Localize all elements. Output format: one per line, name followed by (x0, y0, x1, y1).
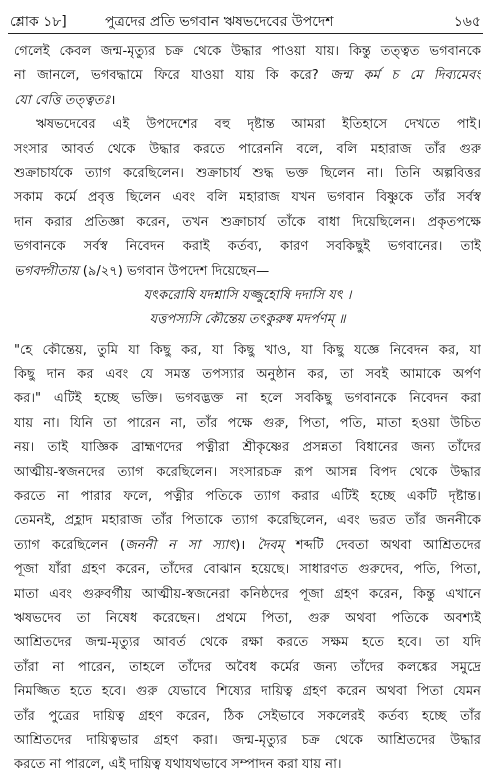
text-line: ভগবানকে সর্বস্ব নিবেদন করাই কর্তব্য, কারণ সবকিছুই ভগবানের। তাই (14, 239, 481, 255)
text-line: তাঁরা না পারেন, তাহলে তাঁদের অবৈধ কর্মের জন্য তাঁদের কলঙ্কের সমুদ্রে (14, 659, 481, 675)
header-rule (8, 33, 483, 34)
verse-line: যৎকরোষি যদশ্নাসি যজ্জুহোষি দদাসি যৎ । (143, 287, 352, 303)
text-line: আশ্রিতদের জন্ম-মৃত্যুর আবর্ত থেকে রক্ষা করতে সক্ষম হতে হবে। তা যদি (14, 635, 481, 651)
sanskrit-word: দৈবম্ (257, 537, 284, 553)
text-line: যো বেত্তি তত্ত্বতঃ। (14, 92, 116, 108)
text-line: নিমজ্জিত হতে হবে। গুরু যেভাবে শিষ্যের দায়িত্ব গ্রহণ করেন অথবা পিতা যেমন (14, 684, 481, 700)
text-line: গেলেই কেবল জন্ম-মৃত্যুর চক্র থেকে উদ্ধার পাওয়া যায়। কিন্তু তত্ত্বত ভগবানকে (14, 44, 481, 59)
text-line: করতে না পারলে, এই দায়িত্ব যথাযথভাবে সম্পাদন করা যায় না। (14, 757, 342, 773)
verse-line: যত্তপস্যসি কৌন্তেয় তৎকুরুষ্ব মদর্পণম্ ॥ (149, 312, 346, 328)
text-line: পূজা যাঁরা গ্রহণ করেন, তাঁদের বোঝান হয়েছে। সাধারণত গুরুদেব, পতি, পিতা, (14, 562, 481, 578)
text-line: কর।" এটিই হচ্ছে ভক্তি। ভগবদ্ভক্ত না হলে সবকিছু ভগবানকে নিবেদন করা (14, 391, 481, 407)
text-line: ত্যাগ করেছিলেন (জননী ন সা স্যাৎ)। দৈবম্ শব্দটি দেবতা অথবা আশ্রিতদের (14, 537, 481, 553)
text-line: কিছু দান কর এবং যে সমস্ত তপস্যার অনুষ্ঠান কর, তা সবই আমাকে অর্পণ (14, 367, 481, 383)
page-number: ১৬৫ (453, 14, 481, 30)
running-header (10, 10, 481, 32)
text-line: করতে না পারার ফলে, পত্নীর পতিকে ত্যাগ করার এটিই হচ্ছে একটি দৃষ্টান্ত। (14, 489, 481, 505)
text-line: নয়। তাই যাজ্ঞিক ব্রাহ্মণদের পত্নীরা শ্রীকৃষ্ণের প্রসন্নতা বিধানের জন্য তাঁদের (14, 440, 481, 456)
sanskrit-quote: জন্ম কর্ম চ মে দিব্যমেবং (330, 68, 481, 84)
text-line: শুক্রাচার্যকে ত্যাগ করেছিলেন। শুক্রাচার্য শুদ্ধ ভক্ত ছিলেন না। তিনি অল্পবিত্তর (14, 165, 481, 181)
text-line: আশ্রিতদের দায়িত্বভার গ্রহণ করা। জন্ম-মৃত্যুর চক্র থেকে আশ্রিতদের উদ্ধার (14, 732, 481, 748)
text-line: যায় না। যিনি তা পারেন না, তাঁর পক্ষে গুরু, পিতা, পতি, মাতা হওয়া উচিত (14, 415, 481, 431)
text-line: দান করার প্রতিজ্ঞা করেন, তখন শুক্রাচার্য তাঁকে বাধা দিয়েছিলেন। প্রকৃতপক্ষে (14, 214, 481, 230)
text-line: সকাম কর্মে প্রবৃত্ত ছিলেন এবং বলি মহারাজ যখন ভগবান বিষ্ণুকে তাঁর সর্বস্ব (14, 190, 481, 206)
text-line: সংসার আবর্ত থেকে উদ্ধার করতে পারেননি বলে, বলি মহারাজ তাঁর গুরু (14, 141, 481, 157)
text-line: তাঁর পুত্রের দায়িত্ব গ্রহণ করেন, ঠিক সেইভাবে সকলেরই কর্তব্য হচ্ছে তাঁর (14, 708, 481, 724)
text-line: আত্মীয়-স্বজনদের ত্যাগ করেছিলেন। সংসারচক্র রূপ আসন্ন বিপদ থেকে উদ্ধার (14, 464, 481, 480)
sanskrit-quote: জননী ন সা স্যাৎ (125, 537, 236, 553)
text-line: ভগবদ্গীতায় (৯/২৭) ভগবান উপদেশ দিয়েছেন— (14, 263, 270, 279)
text-line: ঋষভদেব তা নিষেধ করেছেন। প্রথমে পিতা, গুরু অথবা পতিকে অবশ্যই (14, 610, 481, 626)
verse-reference: শ্লোক ১৮] (10, 14, 67, 30)
text-line: ঋষভদেবের এই উপদেশের বহু দৃষ্টান্ত আমরা ইতিহাসে দেখতে পাই। (36, 117, 481, 133)
text-line: মাতা এবং গুরুবর্গীয় আত্মীয়-স্বজনেরা কনিষ্ঠদের পূজা গ্রহণ করেন, কিন্তু এখানে (14, 586, 481, 602)
book-title: ভগবদ্গীতায় (14, 263, 79, 279)
page-body (14, 40, 481, 778)
text-line: না জানলে, ভগবদ্ধামে ফিরে যাওয়া যায় কি করে? জন্ম কর্ম চ মে দিব্যমেবং (14, 68, 481, 84)
text-line: "হে কৌন্তেয়, তুমি যা কিছু কর, যা কিছু খাও, যা কিছু যজ্ঞে নিবেদন কর, যা (14, 342, 481, 358)
chapter-title: পুত্রদের প্রতি ভগবান ঋষভদেবের উপদেশ (105, 14, 334, 30)
sanskrit-quote: যো বেত্তি তত্ত্বতঃ (14, 92, 111, 108)
text-line: তেমনই, প্রহ্লাদ মহারাজ তাঁর পিতাকে ত্যাগ করেছিলেন, এবং ভরত তাঁর জননীকে (14, 513, 481, 529)
